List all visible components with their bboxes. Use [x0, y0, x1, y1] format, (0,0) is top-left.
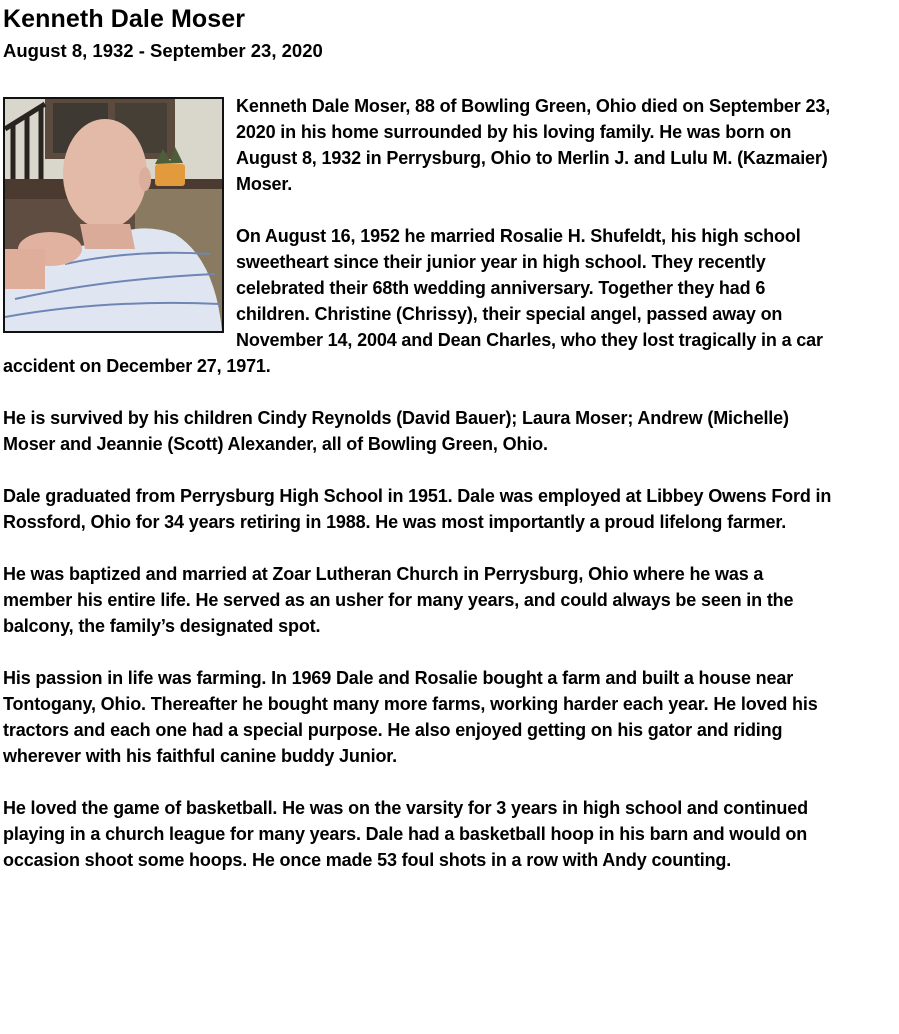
paragraph-church: He was baptized and married at Zoar Lutheran Church in Perrysburg, Ohio where he was a member his entire life. He served as an usher for many years, and could always be seen in the balcony, the family’s designated spot. [3, 564, 794, 636]
paragraph-intro: Kenneth Dale Moser, 88 of Bowling Green, Ohio died on September 23, 2020 in his home surrounded by his loving family. He was born on August 8, 1932 in Perrysburg, Ohio to Merlin J. and Lulu M. (Kazmaier) Moser. [236, 96, 831, 194]
obituary-body [3, 93, 835, 899]
obituary-page [3, 0, 893, 870]
obituary-name: Kenneth Dale Moser [3, 5, 246, 33]
obituary-dates: August 8, 1932 - September 23, 2020 [3, 40, 323, 61]
paragraph-survivors: He is survived by his children Cindy Reynolds (David Bauer); Laura Moser; Andrew (Michelle) Moser and Jeannie (Scott) Alexander, all of Bowling Green, Ohio. [3, 408, 789, 454]
paragraph-career: Dale graduated from Perrysburg High School in 1951. Dale was employed at Libbey Owens Ford in Rossford, Ohio for 34 years retiring in 1988. He was most importantly a proud lifelong farmer. [3, 486, 832, 532]
portrait-image [5, 99, 222, 331]
paragraph-basketball: He loved the game of basketball. He was on the varsity for 3 years in high school and continued playing in a church league for many years. Dale had a basketball hoop in his barn and would on occasion shoot some hoops. He once made 53 foul shots in a row with Andy counting. [3, 798, 808, 870]
paragraph-farming: His passion in life was farming. In 1969 Dale and Rosalie bought a farm and built a house near Tontogany, Ohio. Thereafter he bought many more farms, working harder each year. He loved his tractors and each one had a special purpose. He also enjoyed getting on his gator and riding wherever with his faithful canine buddy Junior. [3, 668, 818, 766]
planter [155, 164, 185, 186]
paragraph-marriage: On August 16, 1952 he married Rosalie H. Shufeldt, his high school sweetheart since their junior year in high school. They recently celebrated their 68th wedding anniversary. Together they had 6 children. Christine (Chrissy), their special angel, passed away on November 14, 2004 and Dean Charles, who they lost tragically in a car accident on December 27, 1971. [3, 226, 823, 376]
face [63, 119, 147, 229]
portrait-photo [3, 97, 224, 333]
